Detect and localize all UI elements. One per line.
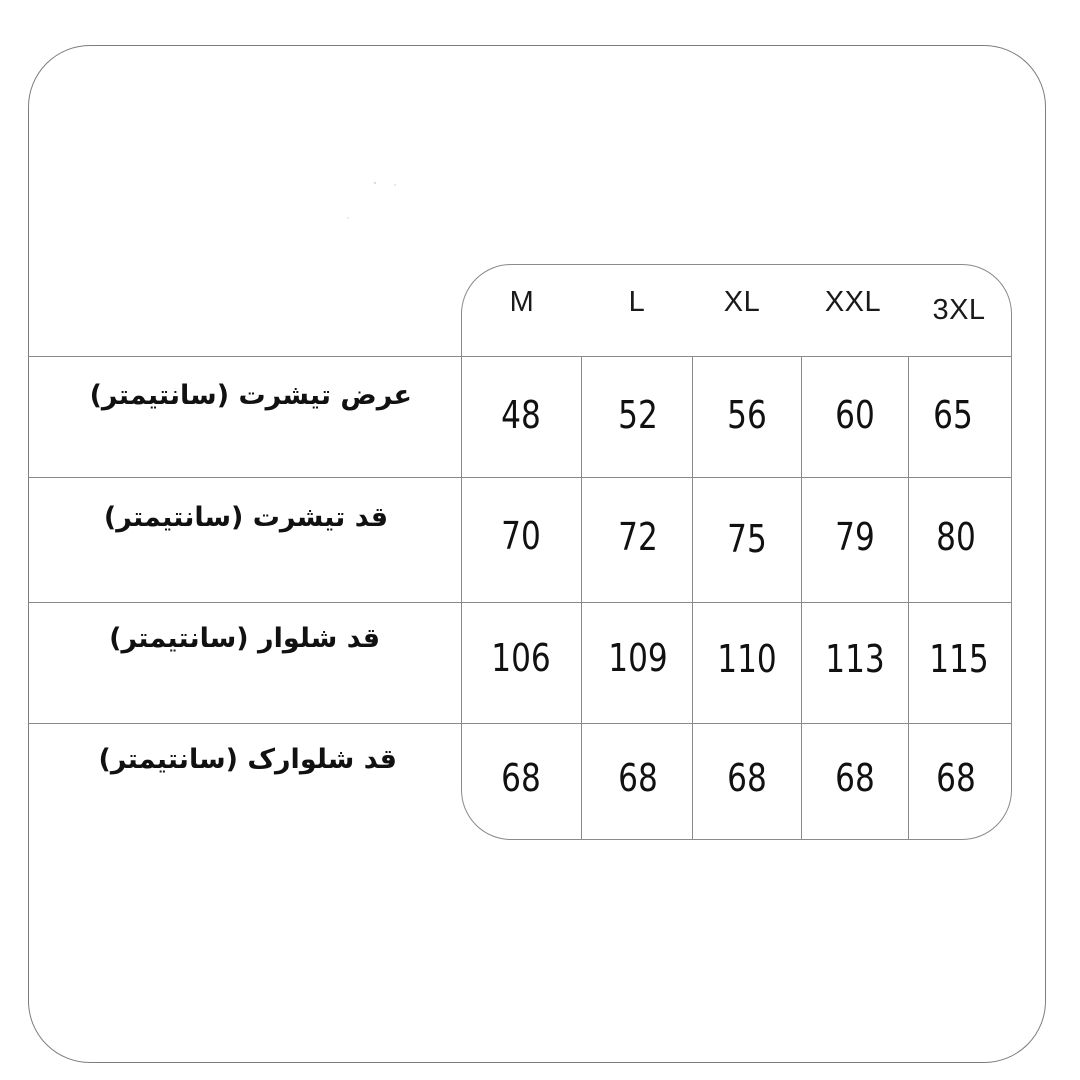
table-cell: 75 bbox=[727, 517, 767, 561]
row-label-shorts-length: قد شلوارک (سانتیمتر) bbox=[98, 744, 397, 775]
table-cell: 68 bbox=[727, 756, 767, 800]
table-cell: 48 bbox=[501, 393, 541, 437]
table-cell: 68 bbox=[936, 756, 976, 800]
table-divider-row-2 bbox=[28, 602, 1012, 603]
table-cell: 60 bbox=[835, 393, 875, 437]
table-divider-row-1 bbox=[28, 477, 1012, 478]
table-cell: 106 bbox=[491, 636, 551, 680]
table-cell: 115 bbox=[929, 637, 989, 681]
row-label-tshirt-width: عرض تیشرت (سانتیمتر) bbox=[89, 380, 412, 411]
table-cell: 70 bbox=[501, 514, 541, 558]
table-cell: 113 bbox=[825, 637, 885, 681]
table-cell: 109 bbox=[608, 636, 668, 680]
table-column-divider-3 bbox=[801, 357, 802, 839]
table-cell: 68 bbox=[618, 756, 658, 800]
table-cell: 65 bbox=[933, 393, 973, 437]
decorative-specks bbox=[340, 178, 400, 228]
size-header-3xl: 3XL bbox=[932, 294, 986, 326]
table-cell: 52 bbox=[618, 393, 658, 437]
size-header-xl: XL bbox=[723, 286, 761, 318]
table-cell: 79 bbox=[835, 515, 875, 559]
table-cell: 56 bbox=[727, 393, 767, 437]
table-column-divider-2 bbox=[692, 357, 693, 839]
table-divider-row-3 bbox=[28, 723, 1012, 724]
row-label-pants-length: قد شلوار (سانتیمتر) bbox=[109, 623, 380, 654]
size-header-xxl: XXL bbox=[824, 286, 882, 318]
table-cell: 68 bbox=[835, 756, 875, 800]
size-header-m: M bbox=[509, 286, 535, 318]
table-cell: 72 bbox=[618, 515, 658, 559]
table-cell: 68 bbox=[501, 756, 541, 800]
table-cell: 80 bbox=[936, 515, 976, 559]
table-cell: 110 bbox=[717, 637, 777, 681]
row-label-tshirt-length: قد تیشرت (سانتیمتر) bbox=[103, 502, 388, 533]
size-header-l: L bbox=[628, 286, 646, 318]
table-column-divider-1 bbox=[581, 357, 582, 839]
table-divider-header bbox=[28, 356, 1012, 357]
